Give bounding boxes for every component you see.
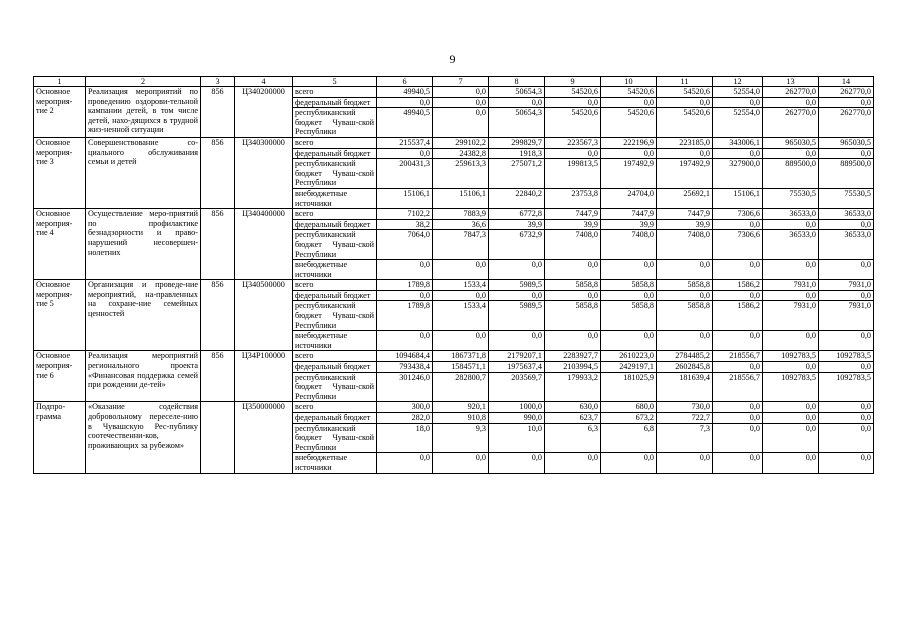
amount-cell: 0,0 <box>819 219 874 230</box>
column-number: 11 <box>657 77 713 87</box>
amount-cell: 0,0 <box>819 413 874 424</box>
amount-cell: 2602845,8 <box>657 362 713 373</box>
amount-cell: 0,0 <box>489 97 545 108</box>
amount-cell: 39,9 <box>489 219 545 230</box>
amount-cell: 623,7 <box>545 413 601 424</box>
budget-code-cell: Ц340300000 <box>235 137 293 208</box>
amount-cell: 5858,8 <box>545 280 601 291</box>
amount-cell: 7931,0 <box>763 280 819 291</box>
department-code-cell: 856 <box>201 209 235 280</box>
column-number: 2 <box>86 77 201 87</box>
amount-cell: 7931,0 <box>763 301 819 331</box>
amount-cell: 223567,3 <box>545 137 601 148</box>
amount-cell: 15106,1 <box>713 188 763 208</box>
amount-cell: 0,0 <box>657 290 713 301</box>
amount-cell: 1918,3 <box>489 148 545 159</box>
funding-source-cell: внебюджетные источники <box>293 188 377 208</box>
amount-cell: 0,0 <box>713 402 763 413</box>
amount-cell: 673,2 <box>601 413 657 424</box>
amount-cell: 7102,2 <box>377 209 433 220</box>
amount-cell: 52554,0 <box>713 87 763 98</box>
funding-source-cell: республиканский бюджет Чуваш-ской Республики <box>293 230 377 260</box>
amount-cell: 7931,0 <box>819 280 874 291</box>
amount-cell: 0,0 <box>433 331 489 351</box>
amount-cell: 7306,6 <box>713 209 763 220</box>
amount-cell: 9,3 <box>433 423 489 453</box>
table-header-row <box>34 77 874 87</box>
amount-cell: 0,0 <box>545 453 601 473</box>
amount-cell: 0,0 <box>601 97 657 108</box>
amount-cell: 0,0 <box>657 260 713 280</box>
amount-cell: 7408,0 <box>545 230 601 260</box>
amount-cell: 181025,9 <box>601 372 657 402</box>
amount-cell: 2283927,7 <box>545 351 601 362</box>
amount-cell: 5858,8 <box>657 280 713 291</box>
amount-cell: 0,0 <box>489 290 545 301</box>
amount-cell: 0,0 <box>713 148 763 159</box>
department-code-cell: 856 <box>201 351 235 402</box>
amount-cell: 299829,7 <box>489 137 545 148</box>
funding-source-cell: федеральный бюджет <box>293 413 377 424</box>
amount-cell: 0,0 <box>763 148 819 159</box>
amount-cell: 0,0 <box>713 290 763 301</box>
amount-cell: 965030,5 <box>819 137 874 148</box>
amount-cell: 0,0 <box>545 331 601 351</box>
amount-cell: 920,1 <box>433 402 489 413</box>
amount-cell: 1092783,5 <box>763 351 819 362</box>
amount-cell: 5858,8 <box>601 280 657 291</box>
amount-cell: 25692,1 <box>657 188 713 208</box>
amount-cell: 6,3 <box>545 423 601 453</box>
amount-cell: 10,0 <box>489 423 545 453</box>
amount-cell: 793438,4 <box>377 362 433 373</box>
measure-description-cell: Организация и проведе-ние мероприятий, на-правленных на сохране-ние семейных ценностей <box>86 280 201 351</box>
amount-cell: 0,0 <box>377 97 433 108</box>
amount-cell: 0,0 <box>601 290 657 301</box>
funding-source-cell: федеральный бюджет <box>293 219 377 230</box>
amount-cell: 7408,0 <box>601 230 657 260</box>
amount-cell: 0,0 <box>763 402 819 413</box>
amount-cell: 0,0 <box>601 453 657 473</box>
amount-cell: 262770,0 <box>819 87 874 98</box>
measure-description-cell: «Оказание содействия добровольному переселе-нию в Чувашскую Рес-публику соотечественни-ков, проживающих за рубежом» <box>86 402 201 473</box>
amount-cell: 0,0 <box>601 331 657 351</box>
measure-type-cell: Основное мероприя-тие 3 <box>34 137 86 208</box>
amount-cell: 343006,1 <box>713 137 763 148</box>
measure-description-cell: Совершенствование со-циального обслуживания семьи и детей <box>86 137 201 208</box>
amount-cell: 5989,5 <box>489 301 545 331</box>
amount-cell: 0,0 <box>713 413 763 424</box>
amount-cell: 262770,0 <box>763 87 819 98</box>
funding-source-cell: федеральный бюджет <box>293 148 377 159</box>
column-number: 14 <box>819 77 874 87</box>
amount-cell: 1533,4 <box>433 301 489 331</box>
amount-cell: 0,0 <box>763 260 819 280</box>
amount-cell: 0,0 <box>433 87 489 98</box>
amount-cell: 0,0 <box>713 97 763 108</box>
measure-type-cell: Подпро-грамма <box>34 402 86 473</box>
amount-cell: 218556,7 <box>713 351 763 362</box>
amount-cell: 722,7 <box>657 413 713 424</box>
amount-cell: 1533,4 <box>433 280 489 291</box>
amount-cell: 0,0 <box>601 260 657 280</box>
amount-cell: 0,0 <box>763 97 819 108</box>
column-number: 4 <box>235 77 293 87</box>
table-row <box>34 137 874 148</box>
amount-cell: 18,0 <box>377 423 433 453</box>
amount-cell: 54520,6 <box>545 87 601 98</box>
amount-cell: 24704,0 <box>601 188 657 208</box>
column-number: 3 <box>201 77 235 87</box>
funding-source-cell: внебюджетные источники <box>293 331 377 351</box>
funding-source-cell: внебюджетные источники <box>293 453 377 473</box>
amount-cell: 259613,3 <box>433 159 489 189</box>
amount-cell: 36533,0 <box>819 209 874 220</box>
amount-cell: 1584571,1 <box>433 362 489 373</box>
amount-cell: 7408,0 <box>657 230 713 260</box>
amount-cell: 0,0 <box>713 423 763 453</box>
column-number: 12 <box>713 77 763 87</box>
amount-cell: 730,0 <box>657 402 713 413</box>
amount-cell: 282800,7 <box>433 372 489 402</box>
amount-cell: 0,0 <box>545 260 601 280</box>
amount-cell: 1789,8 <box>377 301 433 331</box>
amount-cell: 36533,0 <box>819 230 874 260</box>
amount-cell: 218556,7 <box>713 372 763 402</box>
amount-cell: 39,9 <box>657 219 713 230</box>
measure-description-cell: Реализация мероприятий регионального проекта «Финансовая поддержка семей при рождении де-тей» <box>86 351 201 402</box>
amount-cell: 2429197,1 <box>601 362 657 373</box>
amount-cell: 1092783,5 <box>819 372 874 402</box>
amount-cell: 1094684,4 <box>377 351 433 362</box>
column-number: 6 <box>377 77 433 87</box>
amount-cell: 2610223,0 <box>601 351 657 362</box>
budget-code-cell: Ц340400000 <box>235 209 293 280</box>
amount-cell: 0,0 <box>819 453 874 473</box>
amount-cell: 1867371,8 <box>433 351 489 362</box>
funding-source-cell: республиканский бюджет Чуваш-ской Республики <box>293 108 377 138</box>
amount-cell: 38,2 <box>377 219 433 230</box>
amount-cell: 910,8 <box>433 413 489 424</box>
amount-cell: 680,0 <box>601 402 657 413</box>
amount-cell: 7883,9 <box>433 209 489 220</box>
funding-source-cell: всего <box>293 209 377 220</box>
amount-cell: 1975637,4 <box>489 362 545 373</box>
amount-cell: 181639,4 <box>657 372 713 402</box>
column-number: 7 <box>433 77 489 87</box>
amount-cell: 0,0 <box>819 148 874 159</box>
amount-cell: 1789,8 <box>377 280 433 291</box>
department-code-cell: 856 <box>201 87 235 138</box>
amount-cell: 0,0 <box>763 413 819 424</box>
funding-source-cell: республиканский бюджет Чуваш-ской Республики <box>293 423 377 453</box>
amount-cell: 49940,5 <box>377 87 433 98</box>
column-number: 10 <box>601 77 657 87</box>
amount-cell: 75530,5 <box>763 188 819 208</box>
budget-code-cell: Ц34P100000 <box>235 351 293 402</box>
table-row <box>34 280 874 291</box>
amount-cell: 222196,9 <box>601 137 657 148</box>
amount-cell: 0,0 <box>763 290 819 301</box>
amount-cell: 7064,0 <box>377 230 433 260</box>
funding-source-cell: всего <box>293 87 377 98</box>
funding-source-cell: внебюджетные источники <box>293 260 377 280</box>
amount-cell: 75530,5 <box>819 188 874 208</box>
page-number: 9 <box>449 52 456 66</box>
amount-cell: 301246,0 <box>377 372 433 402</box>
amount-cell: 52554,0 <box>713 108 763 138</box>
amount-cell: 0,0 <box>819 260 874 280</box>
amount-cell: 223185,0 <box>657 137 713 148</box>
amount-cell: 0,0 <box>377 260 433 280</box>
funding-source-cell: всего <box>293 402 377 413</box>
amount-cell: 0,0 <box>763 331 819 351</box>
amount-cell: 179933,2 <box>545 372 601 402</box>
amount-cell: 0,0 <box>763 453 819 473</box>
amount-cell: 275071,2 <box>489 159 545 189</box>
amount-cell: 2103994,5 <box>545 362 601 373</box>
amount-cell: 262770,0 <box>819 108 874 138</box>
amount-cell: 300,0 <box>377 402 433 413</box>
amount-cell: 1586,2 <box>713 301 763 331</box>
amount-cell: 0,0 <box>763 219 819 230</box>
table-row <box>34 351 874 362</box>
column-number: 8 <box>489 77 545 87</box>
amount-cell: 630,0 <box>545 402 601 413</box>
amount-cell: 200431,3 <box>377 159 433 189</box>
amount-cell: 327900,0 <box>713 159 763 189</box>
amount-cell: 0,0 <box>601 148 657 159</box>
amount-cell: 1000,0 <box>489 402 545 413</box>
amount-cell: 0,0 <box>433 108 489 138</box>
amount-cell: 889500,0 <box>819 159 874 189</box>
measure-type-cell: Основное мероприя-тие 2 <box>34 87 86 138</box>
funding-source-cell: федеральный бюджет <box>293 290 377 301</box>
table-row <box>34 402 874 413</box>
amount-cell: 0,0 <box>433 290 489 301</box>
amount-cell: 6,8 <box>601 423 657 453</box>
amount-cell: 54520,6 <box>601 108 657 138</box>
amount-cell: 0,0 <box>657 97 713 108</box>
amount-cell: 39,9 <box>545 219 601 230</box>
funding-source-cell: всего <box>293 137 377 148</box>
amount-cell: 0,0 <box>713 453 763 473</box>
amount-cell: 0,0 <box>489 331 545 351</box>
table-row <box>34 87 874 98</box>
amount-cell: 2784485,2 <box>657 351 713 362</box>
amount-cell: 0,0 <box>819 362 874 373</box>
amount-cell: 22840,2 <box>489 188 545 208</box>
department-code-cell: 856 <box>201 137 235 208</box>
amount-cell: 262770,0 <box>763 108 819 138</box>
amount-cell: 0,0 <box>713 362 763 373</box>
amount-cell: 54520,6 <box>657 108 713 138</box>
amount-cell: 36533,0 <box>763 230 819 260</box>
column-number: 1 <box>34 77 86 87</box>
amount-cell: 7931,0 <box>819 301 874 331</box>
amount-cell: 203569,7 <box>489 372 545 402</box>
amount-cell: 6772,8 <box>489 209 545 220</box>
funding-source-cell: республиканский бюджет Чуваш-ской Республики <box>293 159 377 189</box>
amount-cell: 0,0 <box>545 97 601 108</box>
amount-cell: 39,9 <box>601 219 657 230</box>
amount-cell: 24382,8 <box>433 148 489 159</box>
funding-source-cell: федеральный бюджет <box>293 362 377 373</box>
amount-cell: 54520,6 <box>545 108 601 138</box>
amount-cell: 0,0 <box>377 453 433 473</box>
amount-cell: 0,0 <box>377 331 433 351</box>
amount-cell: 0,0 <box>657 331 713 351</box>
amount-cell: 0,0 <box>657 453 713 473</box>
amount-cell: 282,0 <box>377 413 433 424</box>
amount-cell: 0,0 <box>545 290 601 301</box>
amount-cell: 0,0 <box>545 148 601 159</box>
amount-cell: 7447,9 <box>601 209 657 220</box>
amount-cell: 0,0 <box>489 260 545 280</box>
measure-type-cell: Основное мероприя-тие 4 <box>34 209 86 280</box>
amount-cell: 23753,8 <box>545 188 601 208</box>
amount-cell: 6732,9 <box>489 230 545 260</box>
amount-cell: 1092783,5 <box>819 351 874 362</box>
amount-cell: 0,0 <box>377 290 433 301</box>
funding-source-cell: всего <box>293 351 377 362</box>
amount-cell: 2179207,1 <box>489 351 545 362</box>
column-number: 13 <box>763 77 819 87</box>
amount-cell: 49940,5 <box>377 108 433 138</box>
amount-cell: 7306,6 <box>713 230 763 260</box>
amount-cell: 0,0 <box>433 260 489 280</box>
amount-cell: 889500,0 <box>763 159 819 189</box>
amount-cell: 197492,9 <box>601 159 657 189</box>
amount-cell: 0,0 <box>819 97 874 108</box>
amount-cell: 0,0 <box>819 331 874 351</box>
amount-cell: 0,0 <box>713 219 763 230</box>
amount-cell: 36533,0 <box>763 209 819 220</box>
amount-cell: 965030,5 <box>763 137 819 148</box>
column-number: 5 <box>293 77 377 87</box>
budget-code-cell: Ц340200000 <box>235 87 293 138</box>
table-row <box>34 209 874 220</box>
amount-cell: 5989,5 <box>489 280 545 291</box>
funding-source-cell: республиканский бюджет Чуваш-ской Республики <box>293 372 377 402</box>
amount-cell: 0,0 <box>657 148 713 159</box>
department-code-cell: 856 <box>201 280 235 351</box>
amount-cell: 54520,6 <box>601 87 657 98</box>
amount-cell: 0,0 <box>819 423 874 453</box>
funding-source-cell: республиканский бюджет Чуваш-ской Республики <box>293 301 377 331</box>
funding-table <box>33 76 874 474</box>
amount-cell: 1586,2 <box>713 280 763 291</box>
amount-cell: 7447,9 <box>657 209 713 220</box>
amount-cell: 5858,8 <box>545 301 601 331</box>
amount-cell: 0,0 <box>433 97 489 108</box>
budget-code-cell: Ц340500000 <box>235 280 293 351</box>
amount-cell: 0,0 <box>433 453 489 473</box>
department-code-cell <box>201 402 235 473</box>
funding-source-cell: федеральный бюджет <box>293 97 377 108</box>
amount-cell: 0,0 <box>819 290 874 301</box>
amount-cell: 215537,4 <box>377 137 433 148</box>
amount-cell: 990,0 <box>489 413 545 424</box>
amount-cell: 15106,1 <box>433 188 489 208</box>
amount-cell: 0,0 <box>489 453 545 473</box>
measure-description-cell: Осуществление меро-приятий по профилактике безнадзорности и право-нарушений несовершен-нолетних <box>86 209 201 280</box>
amount-cell: 7447,9 <box>545 209 601 220</box>
amount-cell: 0,0 <box>763 362 819 373</box>
amount-cell: 199813,5 <box>545 159 601 189</box>
amount-cell: 36,6 <box>433 219 489 230</box>
measure-type-cell: Основное мероприя-тие 6 <box>34 351 86 402</box>
amount-cell: 54520,6 <box>657 87 713 98</box>
column-number: 9 <box>545 77 601 87</box>
amount-cell: 197492,9 <box>657 159 713 189</box>
amount-cell: 7,3 <box>657 423 713 453</box>
amount-cell: 50654,3 <box>489 87 545 98</box>
funding-source-cell: всего <box>293 280 377 291</box>
amount-cell: 7847,3 <box>433 230 489 260</box>
amount-cell: 5858,8 <box>601 301 657 331</box>
amount-cell: 0,0 <box>377 148 433 159</box>
budget-code-cell: Ц350000000 <box>235 402 293 473</box>
amount-cell: 0,0 <box>713 331 763 351</box>
amount-cell: 5858,8 <box>657 301 713 331</box>
amount-cell: 15106,1 <box>377 188 433 208</box>
amount-cell: 50654,3 <box>489 108 545 138</box>
measure-description-cell: Реализация мероприятий по проведению оздорови-тельной кампании детей, в том числе детей, нахо-дящихся в трудной жиз-ненной ситуации <box>86 87 201 138</box>
amount-cell: 299102,2 <box>433 137 489 148</box>
amount-cell: 0,0 <box>713 260 763 280</box>
amount-cell: 0,0 <box>819 402 874 413</box>
amount-cell: 1092783,5 <box>763 372 819 402</box>
measure-type-cell: Основное мероприя-тие 5 <box>34 280 86 351</box>
amount-cell: 0,0 <box>763 423 819 453</box>
